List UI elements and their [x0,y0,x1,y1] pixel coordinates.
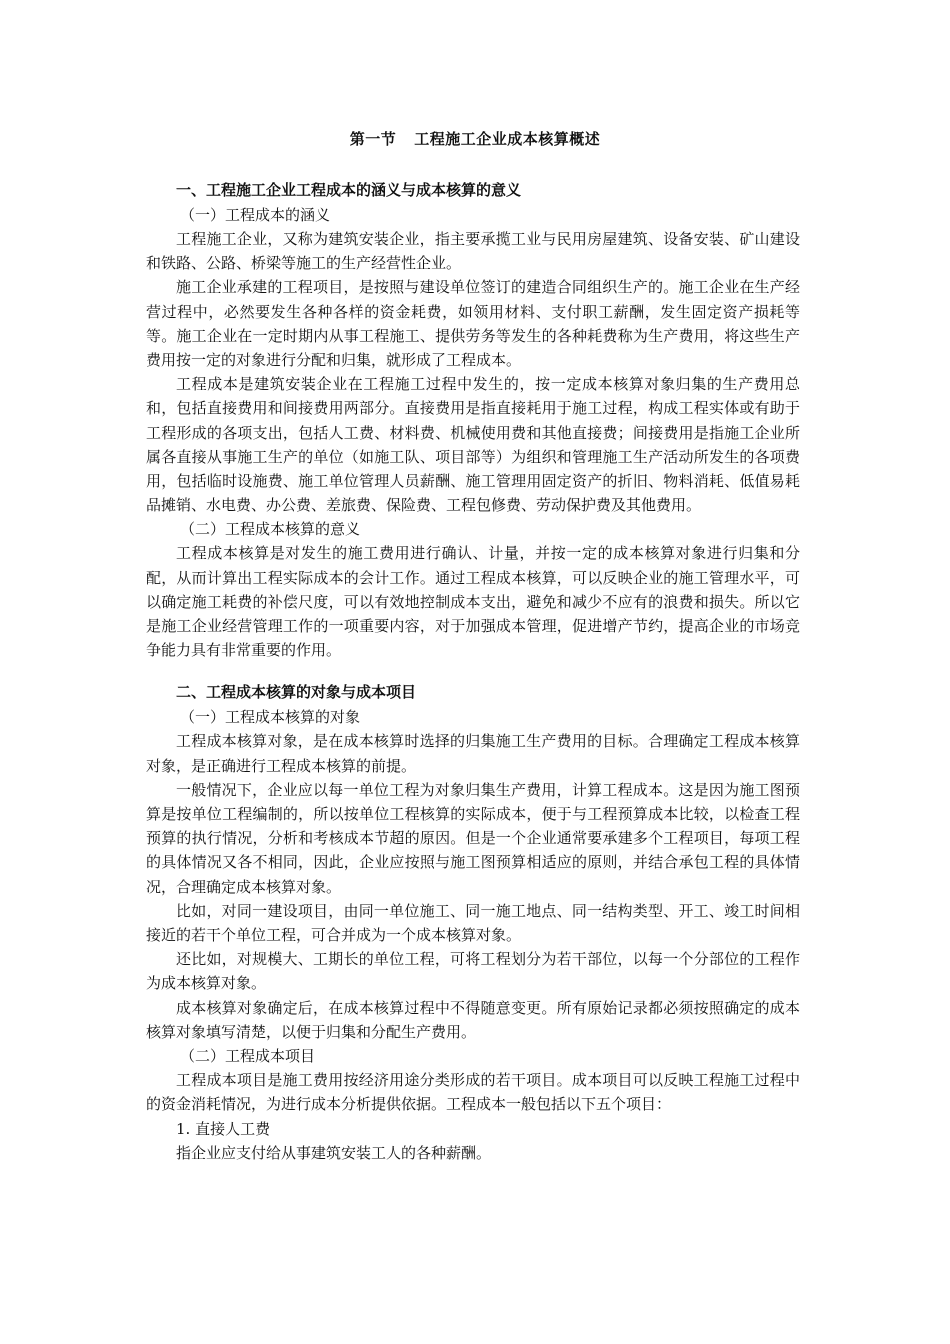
section-gap [146,662,800,679]
paragraph: 指企业应支付给从事建筑安装工人的各种薪酬。 [176,1143,492,1162]
paragraph: 一般情况下，企业应以每一单位工程为对象归集生产费用，计算工程成本。这是因为施工图预算是按单位工程编制的，所以按单位工程核算的实际成本，便于与工程预算成本比较，以检查工程预算的执行情况，分析和考核成本节超的原因。但是一个企业通常要承建多个工程项目，每项工程的具体情况又各不相同，因此，企业应按照与施工图预算相适应的原则，并结合承包工程的具体情况，合理确定成本核算对象。 [146,780,800,896]
paragraph: 施工企业承建的工程项目，是按照与建设单位签订的建造合同组织生产的。施工企业在生产经营过程中，必然要发生各种各样的资金耗费，如领用材料、支付职工薪酬，发生固定资产损耗等等。施工企业在一定时期内从事工程施工、提供劳务等发生的各种耗费称为生产费用，将这些生产费用按一定的对象进行分配和归集，就形成了工程成本。 [146,278,800,370]
paragraph: 工程成本项目是施工费用按经济用途分类形成的若干项目。成本项目可以反映工程施工过程中的资金消耗情况，为进行成本分析提供依据。工程成本一般包括以下五个项目： [146,1071,800,1114]
paragraph: 还比如，对规模大、工期长的单位工程，可将工程划分为若干部位，以每一个分部位的工程作为成本核算对象。 [146,950,800,993]
subheading-2-1: （一）工程成本核算的对象 [180,708,361,727]
heading-2: 二、工程成本核算的对象与成本项目 [176,683,417,702]
page-title [0,128,950,149]
paragraph: 成本核算对象确定后，在成本核算过程中不得随意变更。所有原始记录都必须按照确定的成本核算对象填写清楚，以便于归集和分配生产费用。 [146,998,800,1041]
document-body [146,177,800,1165]
section-title-text: 工程施工企业成本核算概述 [414,130,601,148]
paragraph: 比如，对同一建设项目，由同一单位施工、同一施工地点、同一结构类型、开工、竣工时间相接近的若干个单位工程，可合并成为一个成本核算对象。 [146,901,800,945]
list-item: 1. 直接人工费 [176,1119,271,1138]
subheading-1-2: （二）工程成本核算的意义 [180,520,361,539]
paragraph: 工程成本是建筑安装企业在工程施工过程中发生的，按一定成本核算对象归集的生产费用总和，包括直接费用和间接费用两部分。直接费用是指直接耗用于施工过程，构成工程实体或有助于工程形成的各项支出，包括人工费、材料费、机械使用费和其他直接费；间接费用是指施工企业所属各直接从事施工生产的单位（如施工队、项目部等）为组织和管理施工生产活动所发生的各项费用，包括临时设施费、施工单位管理人员薪酬、施工管理用固定资产的折旧、物料消耗、低值易耗品摊销、水电费、办公费、差旅费、保险费、工程包修费、劳动保护费及其他费用。 [146,375,800,515]
paragraph: 工程施工企业，又称为建筑安装企业，指主要承揽工业与民用房屋建筑、设备安装、矿山建设和铁路、公路、桥梁等施工的生产经营性企业。 [146,230,800,273]
section-number: 第一节 [349,130,397,148]
subheading-1-1: （一）工程成本的涵义 [180,206,331,224]
paragraph: 工程成本核算对象，是在成本核算时选择的归集施工生产费用的目标。合理确定工程成本核算对象，是正确进行工程成本核算的前提。 [146,732,800,775]
paragraph: 工程成本核算是对发生的施工费用进行确认、计量，并按一定的成本核算对象进行归集和分配，从而计算出工程实际成本的会计工作。通过工程成本核算，可以反映企业的施工管理水平，可以确定施工耗费的补偿尺度，可以有效地控制成本支出，避免和减少不应有的浪费和损失。所以它是施工企业经营管理工作的一项重要内容，对于加强成本管理，促进增产节约，提高企业的市场竞争能力具有非常重要的作用。 [146,544,800,660]
heading-1: 一、工程施工企业工程成本的涵义与成本核算的意义 [176,181,522,199]
subheading-2-2: （二）工程成本项目 [180,1047,316,1066]
